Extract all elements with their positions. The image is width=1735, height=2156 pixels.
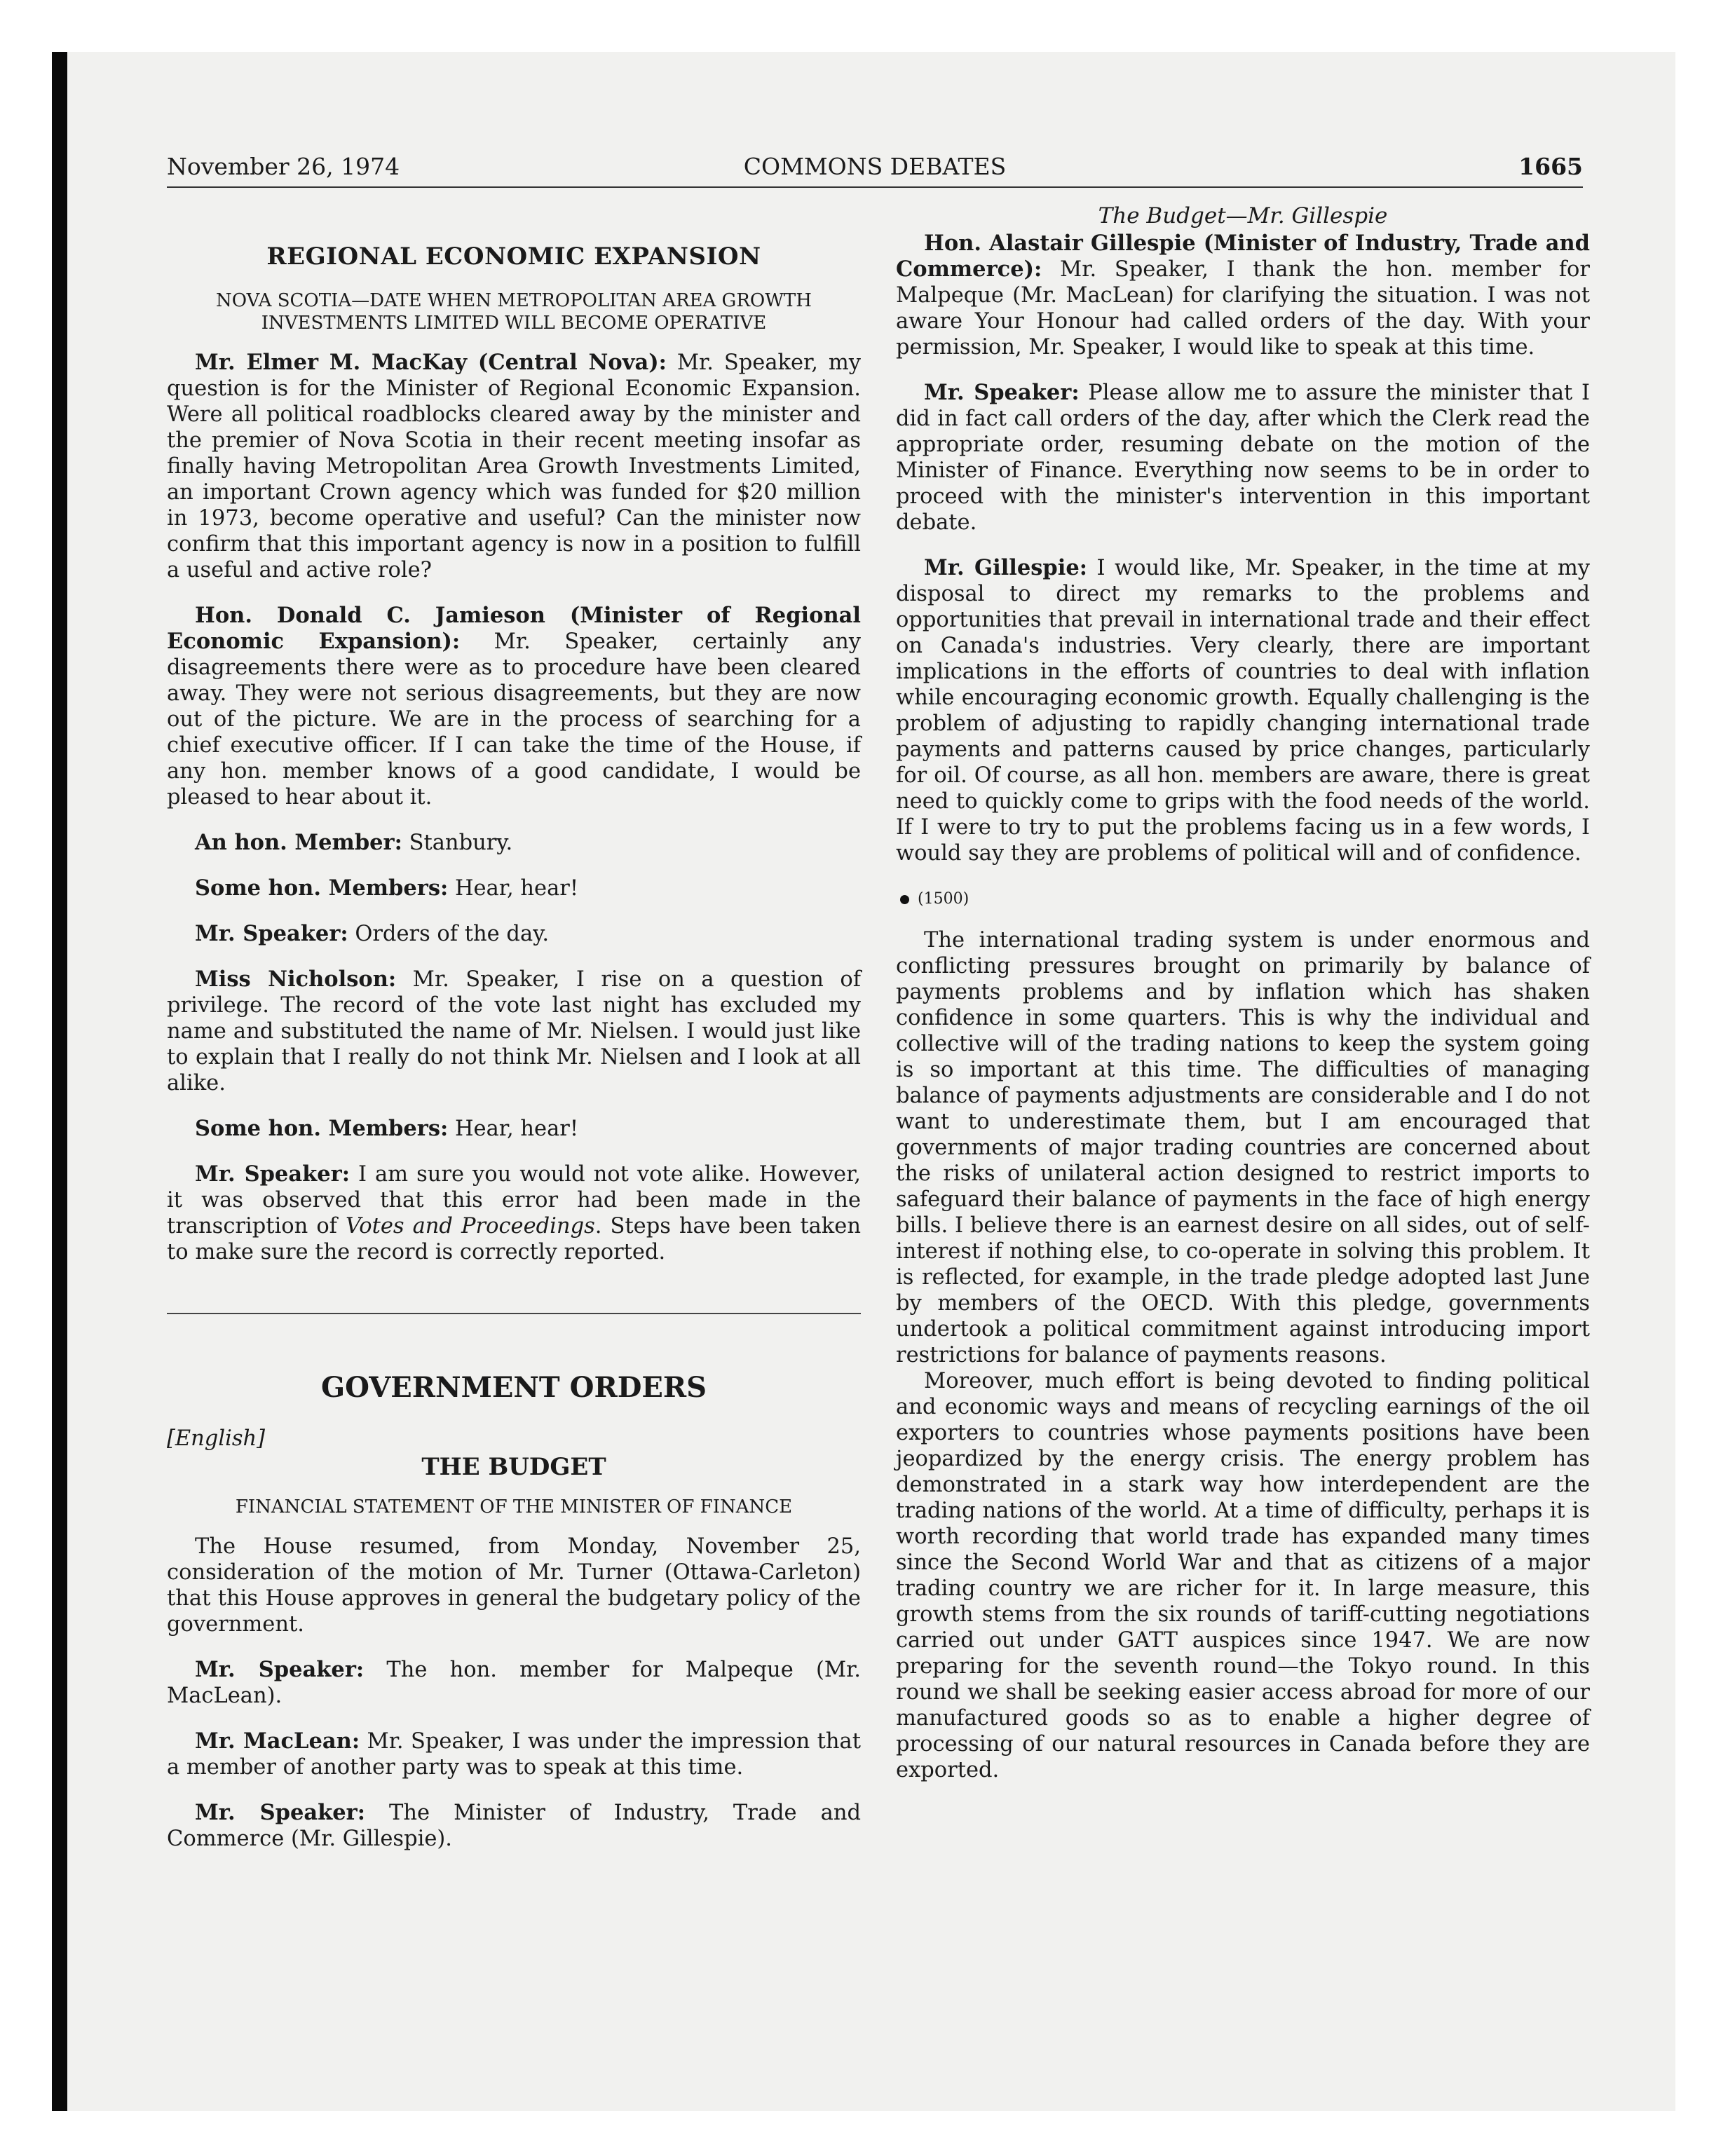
speaker-name: Mr. Speaker: <box>924 380 1080 405</box>
speaker-name: An hon. Member: <box>195 830 402 855</box>
section-title-regional: REGIONAL ECONOMIC EXPANSION <box>266 243 761 271</box>
speaker-name: Hon. Donald C. Jamieson (Minister of Regional Economic Expansion): <box>167 603 861 654</box>
paragraph <box>167 1116 861 1142</box>
right-column <box>896 203 1590 1803</box>
paragraph <box>167 875 861 901</box>
speech-text: Mr. Speaker, I thank the hon. member for Malpeque (Mr. MacLean) for clarifying the situation. I was not aware Your Honour had called orders of the day. With your permission, Mr. Speaker, I would like to speak at this time. <box>896 257 1590 360</box>
speaker-name: Some hon. Members: <box>195 875 449 901</box>
time-marker <box>896 886 1590 912</box>
scan-edge-bar <box>52 52 67 2111</box>
paragraph <box>167 350 861 583</box>
speech-text: I am sure you would not vote alike. However, it was observed that this error had been made in the transcription of <box>167 1162 861 1239</box>
header-publication: COMMONS DEBATES <box>743 153 1007 180</box>
speech-text: Orders of the day. <box>348 922 550 946</box>
speaker-name: Mr. Elmer M. MacKay (Central Nova): <box>195 350 667 375</box>
speaker-name: Mr. MacLean: <box>195 1728 360 1754</box>
speech-text: Please allow me to assure the minister that I did in fact call orders of the day, after which the Clerk read the appropriate order, resuming debate on the motion of the Minister of Finance. Everything now seems to be in order to proceed with the minister's intervention in this important debate. <box>896 381 1590 535</box>
speech-text: Stanbury. <box>402 831 513 855</box>
paragraph: Moreover, much effort is being devoted to finding political and economic ways and means of recycling earnings of the oil exporters to countries whose payments positions have been jeopardized by the energy crisis. The energy problem has demonstrated in a stark way how interdependent are the trading nations of the world. At a time of difficulty, perhaps it is worth recording that world trade has expanded many times since the Second World War and that as citizens of a major trading country we are richer for it. In large measure, this growth stems from the six rounds of tariff-cutting negotiations carried out under GATT auspices since 1947. We are now preparing for the seventh round—the Tokyo round. In this round we shall be seeking easier access abroad for more of our manufactured goods so as to enable a higher degree of processing of our natural resources in Canada before they are exported. <box>896 1369 1590 1782</box>
paragraph <box>167 1728 861 1780</box>
speaker-name: Mr. Speaker: <box>195 921 348 946</box>
speech-text: The Minister of Industry, Trade and Commerce (Mr. Gillespie). <box>167 1801 861 1851</box>
language-tag: [English] <box>167 1426 266 1451</box>
speech-text: Mr. Speaker, I was under the impression that a member of another party was to speak at this time. <box>167 1729 861 1780</box>
speech-text: Mr. Speaker, my question is for the Minister of Regional Economic Expansion. Were all political roadblocks cleared away by the minister and the premier of Nova Scotia in their recent meeting insofar as finally having Metropolitan Area Growth Investments Limited, an important Crown agency which was funded for $20 million in 1973, become operative and useful? Can the minister now confirm that this important agency is now in a position to fulfill a useful and active role? <box>167 350 862 582</box>
paragraph <box>167 603 861 810</box>
bullet-icon <box>900 895 909 904</box>
question-subhead: NOVA SCOTIA—DATE WHEN METROPOLITAN AREA GROWTH INVESTMENTS LIMITED WILL BECOME OPERATIVE <box>216 290 812 334</box>
header-date: November 26, 1974 <box>167 153 400 180</box>
speaker-name: Mr. Speaker: <box>195 1800 365 1825</box>
running-header <box>167 147 1583 188</box>
time-marker-label: (1500) <box>918 890 969 908</box>
paragraph <box>167 1657 861 1709</box>
speech-text: Mr. Speaker, certainly any disagreements there were as to procedure have been cleared away. They were not serious disagreements, but they are now out of the picture. We are in the process of searching for a chief executive officer. If I can take the time of the House, if any hon. member knows of a good candidate, I would be pleased to hear about it. <box>167 629 861 810</box>
section-divider <box>167 1313 861 1314</box>
paragraph <box>896 555 1590 866</box>
speaker-name: Mr. Speaker: <box>195 1161 350 1187</box>
government-orders-title: GOVERNMENT ORDERS <box>320 1371 707 1404</box>
paragraph <box>896 380 1590 535</box>
paragraph <box>896 231 1590 360</box>
speech-text: The hon. member for Malpeque (Mr. MacLean). <box>167 1658 861 1708</box>
speech-text: Hear, hear! <box>448 1117 579 1141</box>
speaker-name: Some hon. Members: <box>195 1116 449 1141</box>
speech-text: Mr. Speaker, I rise on a question of privilege. The record of the vote last night has excluded my name and substituted the name of Mr. Nielsen. I would just like to explain that I really do not think Mr. Nielsen and I look at all alike. <box>167 967 861 1096</box>
paragraph <box>167 1161 861 1265</box>
column-running-head: The Budget—Mr. Gillespie <box>1098 203 1388 228</box>
speaker-name: Mr. Gillespie: <box>924 555 1087 580</box>
speech-text: . Steps have been taken to make sure the record is correctly reported. <box>167 1214 861 1264</box>
paragraph: The House resumed, from Monday, November 25, consideration of the motion of Mr. Turner (Ottawa-Carleton) that this House approves in general the budgetary policy of the government. <box>167 1534 861 1637</box>
speech-text: Hear, hear! <box>448 876 579 901</box>
speaker-name: Miss Nicholson: <box>195 967 397 992</box>
paragraph <box>167 967 861 1096</box>
paragraph <box>167 830 861 856</box>
budget-title: THE BUDGET <box>421 1453 606 1481</box>
budget-subhead: FINANCIAL STATEMENT OF THE MINISTER OF FINANCE <box>235 1496 793 1517</box>
left-column <box>167 203 861 1871</box>
paragraph <box>167 921 861 947</box>
paragraph: The international trading system is under enormous and conflicting pressures brought on primarily by balance of payments problems and by inflation which has shaken confidence in some quarters. This is why the individual and collective will of the trading nations to keep the system going is so important at this time. The difficulties of managing balance of payments adjustments are considerable and I do not want to underestimate them, but I am encouraged that governments of major trading countries are concerned about the risks of unilateral action designed to restrict imports to safeguard their balance of payments in the face of high energy bills. I believe there is an earnest desire on all sides, out of self-interest if nothing else, to co-operate in solving this problem. It is reflected, for example, in the trade pledge adopted last June by members of the OECD. With this pledge, governments undertook a political commitment against introducing import restrictions for balance of payments reasons. <box>896 928 1590 1367</box>
header-page-number: 1665 <box>1518 153 1583 180</box>
paragraph <box>167 1800 861 1852</box>
italic-title: Votes and Proceedings <box>346 1214 595 1239</box>
speaker-name: Hon. Alastair Gillespie (Minister of Industry, Trade and Commerce): <box>896 231 1590 282</box>
speaker-name: Mr. Speaker: <box>195 1657 365 1682</box>
speech-text: I would like, Mr. Speaker, in the time at my disposal to direct my remarks to the problems and opportunities that prevail in international trade and their effect on Canada's industries. Very clearly, there are important implications in the efforts of countries to deal with inflation while encouraging economic growth. Equally challenging is the problem of adjusting to rapidly changing international trade payments and patterns caused by price changes, particularly for oil. Of course, as all hon. members are aware, there is great need to quickly come to grips with the food needs of the world. If I were to try to put the problems facing us in a few words, I would say they are problems of political will and of confidence. <box>896 556 1590 866</box>
